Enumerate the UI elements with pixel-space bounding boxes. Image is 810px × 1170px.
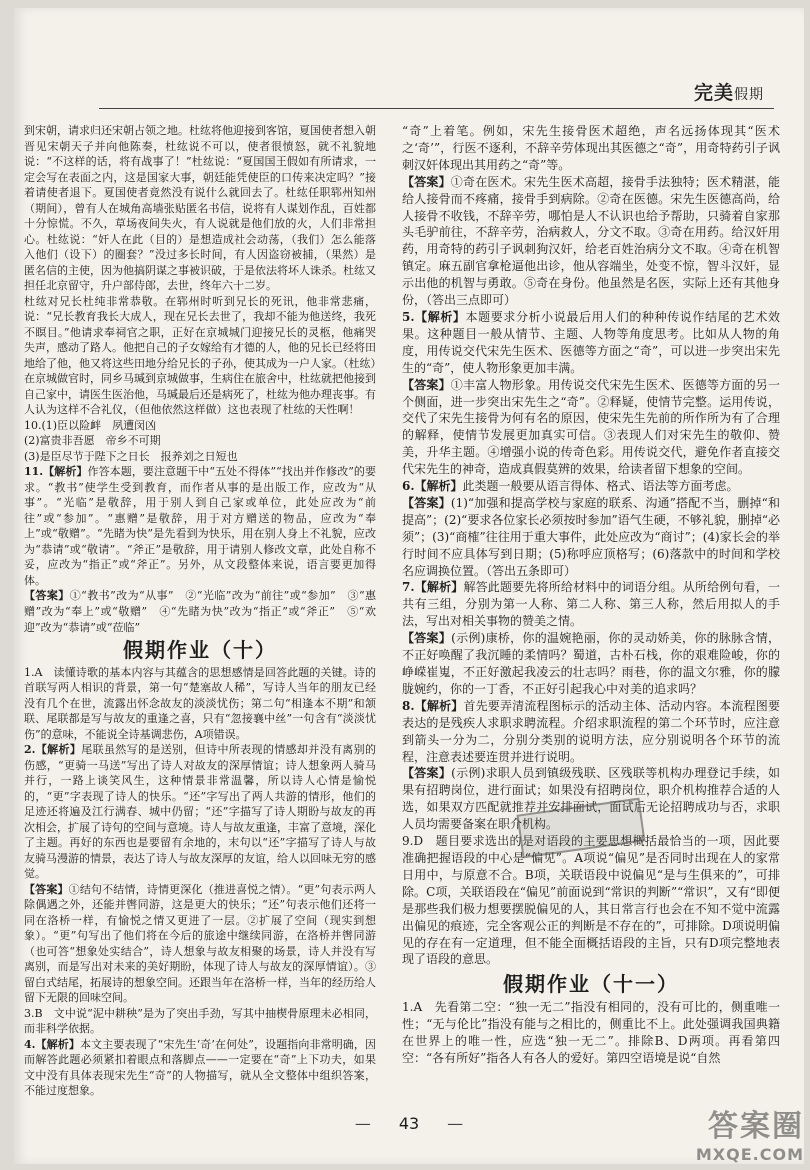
answer-10-2: (2)富贵非吾愿 帝乡不可期 [24, 434, 161, 448]
page-number-dash-left: — [354, 1114, 371, 1133]
page-number-value: 43 [398, 1114, 420, 1133]
analysis-4-continued: “奇”上着笔。例如，宋先生接骨医术超绝，声名远扬体现其“医术之‘奇’”，行医不逐利，不辞辛劳体现出其医德之“奇”，用奇特药引子讽刺汉奸体现出其用药之“奇”等。 [402, 124, 780, 172]
answer-3: 3.B 文中说“泥中耕秧”是为了突出手劲，写其中抽楔骨原理未必相同，而非科学依据。 [24, 1006, 376, 1036]
page-number [14, 1114, 804, 1133]
answer-4-tag: 【答案】 [402, 174, 451, 189]
answer-6-body: (1)“加强和提高学校与家庭的联系、沟通”搭配不当，删掉“和提高”；(2)“要求各位家长必须按时参加”语气生硬，不够礼貌，删掉“必须”；(3)“商榷”往往用于重大事件，此处应改为“商讨”；(4)家长会的举行时间不应具体写到日期；(5)称呼应顶格写；(6)落款中的时间和学校名应调换位置。（答出五条即可） [402, 495, 780, 578]
answer-7 [402, 630, 780, 698]
analysis-4-body: 本文主要表现了“宋先生‘奇’在何处”，设题指向非常明确，因而解答此题必须紧扣着眼点和落脚点——一定要在“奇”上下功夫，如果文中没有具体表现宋先生“奇”的人物描写，就从全文整体中组织答案，不能过度想象。 [24, 1037, 376, 1098]
brand-logo [694, 78, 764, 105]
answer-2-body: ①结句不结情，诗情更深化（推进喜悦之情）。“更”句表示两人除偶遇之外，还能并辔同游，这是更大的快乐；“还”句表示他们还将一同在洛桥一样，有愉悦之情又更进了一层。②扩展了空间（现实到想象）。“更”句写出了他们将在今后的旅途中继续同游，在洛桥并辔同游（也可答“想象处实结合”，诗人想象与故友相聚的场景，诗人并没有写离别，而是写出对未来的美好期盼，体现了诗人与故友的深厚情谊）。③留白式结尾，拓展诗的想象空间。还跟当年在洛桥一样，当年的经历给人留下无限的回味空间。 [24, 882, 376, 1005]
analysis-11-tag: 11.【解析】 [24, 465, 88, 479]
analysis-7 [402, 579, 780, 630]
answer-10-1: 10.(1)臣以险衅 夙遭闵凶 [24, 418, 157, 432]
brand-suffix: 假期 [734, 87, 764, 103]
analysis-7-tag: 7.【解析】 [402, 580, 464, 595]
analysis-6-body: 此类题一般要从语言得体、格式、语法等方面考虑。 [462, 479, 739, 494]
answer-8-tag: 【答案】 [402, 766, 452, 781]
page-number-dash-right: — [447, 1114, 464, 1133]
right-column [402, 123, 780, 1067]
translation-paragraph-2: 杜纮对兄长杜纯非常恭敬。在郓州时听到兄长的死讯，他非常悲痛，说：“兄长教育我长大成人，现在兄长去世了，我却不能为他送终，我死不瞑目。”他请求奉祠官之职，正好在京城城门迎接兄长的灵柩，他痛哭失声，感动了路人。他把自己的子女嫁给有才德的人，他的兄长已经将田地给了他，他又将这些田地分给兄长的子孙，使其成为一户人家。（杜纮）在京城做官时，同乡马瑊到京城做事，生病住在旅舍中，杜纮就把他接到自己家中，请医生医治他，马瑊最后还是病死了，杜纮为他办理丧事。有人认为这样不合礼仪，（但他依然这样做）这也表现了杜纮的天性啊！ [24, 294, 376, 417]
analysis-5 [402, 309, 780, 377]
section-title-10: 假期作业（十） [123, 638, 277, 663]
answer-5-tag: 【答案】 [402, 377, 451, 392]
analysis-11-body: 作答本题，要注意题干中“五处不得体”“找出并作修改”的要求。“教书”使学生受到教育，而作者从事的是出版工作，应改为“从事”。“光临”是敬辞，用于别人到自己家或单位，此处应改为“前往”或“参加”。“惠赠”是敬辞，用于对方赠送的物品，应改为“奉上”或“敬赠”。“先睹为快”是先看到为快乐，用在别人身上不礼貌，应改为“恭请”或“敬请”。“斧正”是敬辞，用于请别人修改文章，此处自称不妥，应改为“指正”或“斧正”。另外，从文段整体来说，语言要更加得体。 [24, 465, 377, 587]
analysis-6-tag: 6.【解析】 [402, 479, 463, 494]
answer-6-tag: 【答案】 [402, 495, 451, 510]
brand-name: 完美 [693, 82, 734, 104]
analysis-5-tag: 5.【解析】 [402, 309, 466, 324]
analysis-6 [402, 478, 780, 495]
watermark-logo-text: 答案圈 [708, 1109, 804, 1144]
left-column [24, 123, 376, 1099]
book-page [14, 8, 804, 1164]
answer-10-3: (3)是臣尽节于陛下之日长 报养刘之日短也 [24, 449, 238, 463]
analysis-8-tag: 8.【解析】 [402, 698, 464, 713]
answer-2 [24, 882, 376, 1006]
analysis-11 [24, 464, 376, 588]
answer-4 [402, 174, 780, 309]
analysis-2 [24, 742, 376, 882]
answer-11-body: ①“教书”改为“从事” ②“光临”改为“前往”或“参加” ③“惠赠”改为“奉上”或“敬赠” ④“先睹为快”改为“指正”或“斧正” ⑤“欢迎”改为“恭请”或“莅临” [24, 589, 377, 634]
answer-9: 9.D 题目要求选出的是对语段的主要思想概括最恰当的一项，因此要准确把握语段的中心是“偏见”。A项说“偏见”是否同时出现在人的家常日用中，与原意不合。B项，关联语段中说偏见“是与生俱来的”，可排除。C项，关联语段在“偏见”前面说到“常识的判断”“常识”，又有“即便是那些我们极力想要摆脱偏见的人，其日常言行也会在不知不觉中流露出偏见的痕迹，完全客观公正的判断是不存在的”，可排除。D项说明偏见的存在有一定道理，但不能全面概括语段的主旨，只有D项完整地表现了语段的意思。 [402, 834, 780, 967]
translation-paragraph-1: 到宋朝，请求归还宋朝占领之地。杜纮将他迎接到客馆，夏国使者想入朝晋见宋朝天子并向他陈奏，杜纮说不可以，使者很愤怒，就不礼貌地说：“不这样的话，将有战事了！”杜纮说：“夏国国王假如有所请求，一定会写在表面之内，这是国家大事，朝廷能凭使臣的口传来决定吗？”接着请使者退下。夏国使者竟然没有说什么就回去了。杜纮任职郓州知州（期间），曾有人在城角高墙张贴匿名书信，说将有人谋划作乱，百姓都十分惊慌。不久，草场夜间失火，有人说就是他们放的火，人们非常担心。杜纮说：“奸人在此（目的）是想造成社会动荡，（我们）怎么能落入他们（设下）的圈套？”没过多长时间，有人因盗窃被捕，（果然）是匿名信的主使，因为他搞阴谋之事被识破，于是依法将坏人诛杀。杜纮又担任北京留守，升户部侍郎，去世，终年六十二岁。 [24, 124, 376, 293]
analysis-2-body: 尾联虽然写的是送别，但诗中所表现的情感却并没有离别的伤感，“更骑一马送”写出了诗人对故友的深厚情谊；诗人想象两人骑马并行，一路上谈笑风生，这种情景非常温馨，所以诗人心情是愉悦的，“更”字表现了诗人的快乐。“还”字写出了两人共游的情形，他们的足迹还将遍及江行满春、城中仍留；“还”字描写了诗人期盼与故友的再次相会，扩展了诗句的空间与意境。诗人与故友重逢，丰富了意境，深化了主题。再好的东西也是要留有余地的，末句以“还”字描写了诗人与故友骑马漫游的情景，表达了诗人与故友深厚的友谊，给人以回味无穷的感觉。 [24, 743, 377, 881]
analysis-8-body: 首先要弄清流程图标示的活动主体、活动内容。本流程图要表达的是残疾人求职求聘流程。介绍求职流程的第二个环节时，应注意到箭头一分为二，分别分类别的说明方法，应分别说明各个环节的流程，注意表述要连贯并进行说明。 [402, 698, 780, 764]
analysis-5-body: 本题要求分析小说最后用人们的种种传说作结尾的艺术效果。这种题目一般从情节、主题、人物等角度思考。比如从人物的角度，用传说交代宋先生医术、医德等方面之“奇”，可以进一步突出宋先生的“奇”，使人物形象更加丰满。 [402, 309, 780, 375]
answer-6 [402, 495, 780, 580]
header-rule [99, 108, 774, 109]
answer-5 [402, 377, 780, 478]
analysis-7-body: 解答此题要先将所给材料中的词语分组。从所给例句看，一共有三组，分别为第一人称、第二人称、第三人称，然后用拟人的手法，写出对相关事物的赞美之情。 [402, 580, 780, 629]
answer-4-body: ①奇在医术。宋先生医术高超，接骨手法独特；医术精湛，能给人接骨而不疼痛，接骨手到病除。②奇在医德。宋先生医德高尚，给人接骨不收钱，不辞辛劳，哪怕是人不认识也给予帮助，只骑着自家那头毛驴前往，不辞辛劳，治病救人，分文不取。③奇在用药。给汉奸用药，用奇特的药引子讽刺狗汉奸，给老百姓治病分文不取。④奇在机智镇定。麻五副官拿枪逼他出诊，他从容端坐，处变不惊，智斗汉奸，显示出他的机智与勇敢。⑤奇在身份。他虽然是名医，实际上还有其他身份，（答出三点即可） [402, 174, 780, 308]
answer-7-tag: 【答案】 [402, 631, 452, 646]
analysis-8 [402, 698, 780, 766]
answer-11 [24, 588, 376, 635]
answer-1: 1.A 读懂诗歌的基本内容与其蕴含的思想感情是回答此题的关键。诗的首联写两人相识的背景，第一句“楚塞故人稀”，写诗人当年的朋友已经没有几个在世，流露出怀念故友的淡淡忧伤；第二句“相逢本不期”和颔联、尾联都是写与故友的重逢之喜，只有“忽接襄中丝”一句含有“淡淡忧伤”的意味，不能说全诗基调悲伤，A项错误。 [24, 665, 376, 741]
answer-7-body: (示例)康桥，你的温婉艳丽，你的灵动娇美，你的脉脉含情，不正好唤醒了我沉睡的柔情吗？蜀道，古朴石栈，你的艰难险峻，你的峥嵘崔嵬，不正好激起我凌云的壮志吗？雨巷，你的温文尔雅，你的朦胧婉约，你的一丁香，不正好引起我心中对美的追求吗？ [402, 631, 780, 696]
answer-11-tag: 【答案】 [24, 589, 70, 603]
answer-5-body: ①丰富人物形象。用传说交代宋先生医术、医德等方面的另一个侧面，进一步突出宋先生之“奇”。②释疑，使情节完整。运用传说，交代了宋先生接骨为何有名的原因，使宋先生先前的所作所为有了合理的解释，使情节发展更加真实可信。③表现人们对宋先生的敬仰、赞美，升华主题。④增强小说的传奇色彩。用传说交代，避免作者直接交代宋先生的神奇，造成真假莫辨的效果，给读者留下想象的空间。 [402, 377, 780, 477]
answer-8-body: (示例)求职人员到镇级残联、区残联等机构办理登记手续，如果有招聘岗位，进行面试；如果没有招聘岗位，职介机构推荐合适的人选，如果双方匹配就推荐并安排面试，面试后无论招聘成功与否，求职人员均需要备案在职介机构。 [402, 766, 780, 832]
section-title-11: 假期作业（十一） [503, 972, 679, 997]
analysis-2-tag: 2.【解析】 [24, 743, 82, 757]
analysis-4-tag: 4.【解析】 [24, 1037, 80, 1051]
analysis-4 [24, 1037, 376, 1099]
site-watermark [696, 1101, 804, 1164]
watermark-url: MXQE.COM [695, 1145, 804, 1164]
answer-2-tag: 【答案】 [24, 882, 69, 896]
answer-11-1: 1.A 先看第二空：“独一无二”指没有相同的，没有可比的，侧重唯一性；“无与伦比”指没有能与之相比的，侧重比不上。此处强调我国典籍在世界上的唯一性，应选“独一无二”。排除B、D两项。再看第四空：“各有所好”指各人有各人的爱好。第四空语境是说“自然 [402, 1000, 780, 1065]
